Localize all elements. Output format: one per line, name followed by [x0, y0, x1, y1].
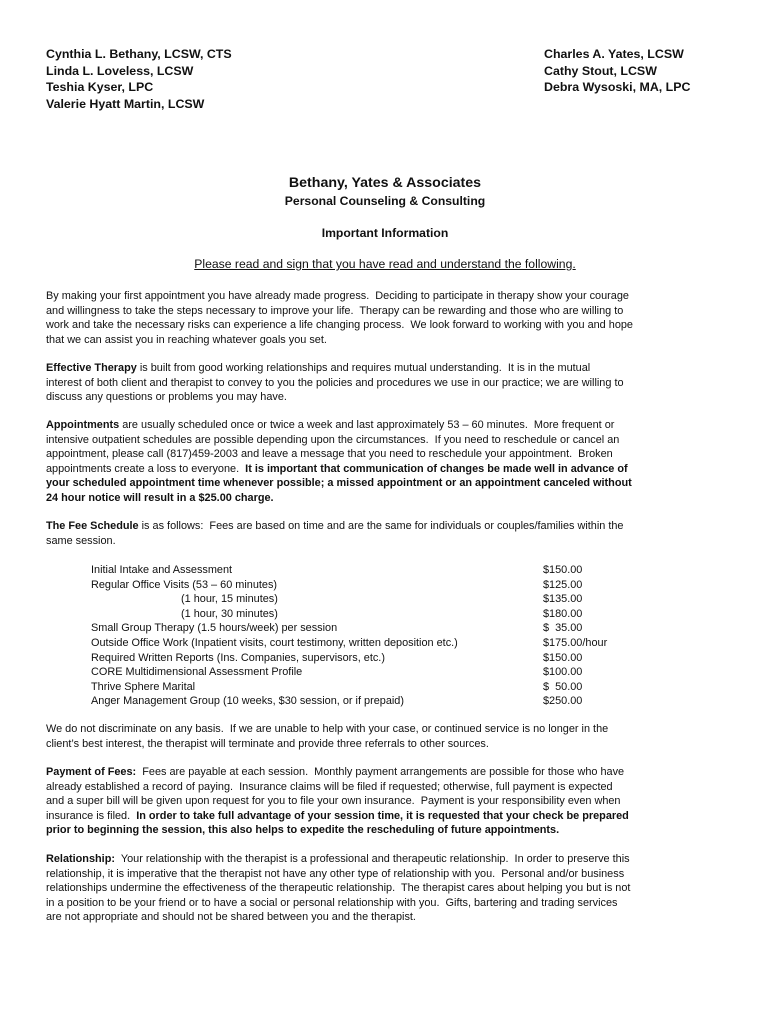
staff-list-right: [544, 46, 690, 96]
paragraph-line: [46, 519, 661, 534]
paragraph-line: By making your first appointment you have already made progress. Deciding to participate in therapy show your courage: [46, 290, 629, 302]
fee-service: Initial Intake and Assessment: [91, 564, 233, 576]
paragraph-line: and willingness to take the steps necessary to improve your life. Therapy can be rewarding and those who are willing to: [46, 304, 624, 317]
staff-name: Linda L. Loveless, LCSW: [46, 63, 194, 78]
paragraph-text: appointments create a loss to everyone.: [46, 462, 246, 475]
staff-name: Cynthia L. Bethany, LCSW, CTS: [46, 47, 232, 61]
firm-subtitle: Personal Counseling & Consulting: [284, 194, 486, 208]
fee-schedule-paragraph: [46, 519, 661, 548]
fee-service: (1 hour, 15 minutes): [181, 593, 278, 606]
staff-name: Cathy Stout, LCSW: [544, 63, 657, 78]
paragraph-line: interest of both client and therapist to convey to you the policies and procedures we use in our practice; we are willing to: [46, 376, 624, 389]
paragraph-line: relationship, it is imperative that the therapist not have any other type of relationship with you. Personal and/or business: [46, 867, 625, 880]
fee-service: (1 hour, 30 minutes): [181, 607, 278, 620]
fee-row: [91, 694, 651, 709]
paragraph-text: are usually scheduled once or twice a week and last approximately 53 – 60 minutes. More frequent or: [119, 419, 615, 431]
bold-notice: In order to take full advantage of your session time, it is requested that your check be prepared: [136, 809, 629, 822]
effective-therapy-paragraph: [46, 361, 661, 405]
paragraph-line: [46, 852, 661, 867]
appointments-paragraph: [46, 418, 661, 505]
paragraph-line: client’s best interest, the therapist will terminate and provide three referrals to other sources.: [46, 737, 489, 750]
staff-name: Debra Wysoski, MA, LPC: [544, 80, 691, 95]
fee-row: [91, 578, 651, 593]
section-heading: Effective Therapy: [46, 362, 137, 374]
paragraph-line: same session.: [46, 534, 116, 547]
relationship-paragraph: [46, 852, 661, 925]
fee-row: [91, 607, 651, 622]
paragraph-line: relationships undermine the effectiveness of the therapeutic relationship. The therapist cares about helping you but is not: [46, 882, 631, 894]
fee-price: $125.00: [543, 578, 583, 591]
fee-row: [91, 636, 651, 651]
paragraph-line: discuss any questions or problems you may have.: [46, 391, 287, 403]
paragraph-line: already established a record of paying. Insurance claims will be filed if requested; otherwise, full payment is expected: [46, 780, 613, 793]
section-heading: Payment of Fees:: [46, 766, 137, 778]
paragraph-line: intensive outpatient schedules are possible depending upon the circumstances. If you need to reschedule or cancel an: [46, 433, 620, 446]
paragraph-line: [46, 418, 661, 433]
fee-price: $ 50.00: [543, 680, 583, 693]
document-title: Important Information: [321, 226, 449, 240]
discrimination-paragraph: [46, 722, 661, 751]
staff-list-left: [46, 46, 232, 112]
fee-price: $175.00/hour: [543, 636, 608, 649]
paragraph-line: We do not discriminate on any basis. If we are unable to help with your case, or continued service is no longer in the: [46, 723, 609, 735]
fee-price: $135.00: [543, 593, 583, 606]
staff-name: Charles A. Yates, LCSW: [544, 47, 684, 61]
staff-name: Valerie Hyatt Martin, LCSW: [46, 96, 205, 111]
intro-paragraph: [46, 289, 661, 347]
paragraph-text: is as follows: Fees are based on time and are the same for individuals or couples/families within the: [138, 520, 624, 532]
fee-service: Anger Management Group (10 weeks, $30 session, or if prepaid): [91, 695, 404, 708]
paragraph-text: insurance is filed.: [46, 809, 137, 822]
paragraph-line: [46, 809, 661, 824]
fee-table: [91, 563, 651, 709]
fee-service: Required Written Reports (Ins. Companies, supervisors, etc.): [91, 651, 385, 664]
paragraph-line: are not appropriate and should not be shared between you and the therapist.: [46, 911, 416, 923]
bold-notice: It is important that communication of changes be made well in advance of: [245, 462, 628, 475]
paragraph-line: in a position to be your friend or to have a social or personal relationship with you. Gifts, bartering and trading services: [46, 896, 618, 909]
paragraph-line: [46, 462, 661, 477]
paragraph-line: [46, 765, 661, 780]
section-heading: The Fee Schedule: [46, 520, 139, 532]
paragraph-line: [46, 361, 661, 376]
fee-row: [91, 592, 651, 607]
fee-price: $180.00: [543, 607, 583, 620]
fee-service: Outside Office Work (Inpatient visits, court testimony, written deposition etc.): [91, 636, 458, 649]
fee-price: $ 35.00: [543, 622, 583, 635]
bold-notice: 24 hour notice will result in a $25.00 charge.: [46, 491, 274, 504]
paragraph-text: is built from good working relationships and requires mutual understanding. It is in the mutual: [136, 362, 591, 374]
paragraph-line: and a super bill will be given upon request for you to file your own insurance. Payment is your responsibility even when: [46, 795, 621, 807]
payment-paragraph: [46, 765, 661, 838]
paragraph-line: work and take the necessary risks can experience a life changing process. We look forward to working with you and hope: [46, 319, 633, 331]
paragraph-line: that we can assist you in reaching whatever goals you set.: [46, 333, 327, 346]
bold-notice: prior to beginning the session, this also helps to expedite the rescheduling of future appointments.: [46, 824, 560, 836]
fee-row: [91, 680, 651, 695]
fee-row: [91, 563, 651, 578]
fee-service: Regular Office Visits (53 – 60 minutes): [91, 578, 278, 591]
fee-price: $150.00: [543, 651, 583, 664]
instruction-line: Please read and sign that you have read and understand the following.: [194, 257, 576, 271]
fee-row: [91, 665, 651, 680]
fee-price: $250.00: [543, 695, 583, 708]
staff-name: Teshia Kyser, LPC: [46, 80, 154, 95]
firm-name: Bethany, Yates & Associates: [288, 175, 482, 191]
bold-notice: your scheduled appointment time whenever possible; a missed appointment or an appointment canceled without: [46, 477, 632, 489]
fee-price: $150.00: [543, 564, 583, 576]
paragraph-line: appointment, please call (817)459-2003 and leave a message that you need to reschedule your appointment. Broken: [46, 448, 613, 460]
section-heading: Relationship:: [46, 853, 115, 865]
fee-price: $100.00: [543, 666, 583, 679]
fee-service: Thrive Sphere Marital: [91, 680, 196, 693]
fee-row: [91, 621, 651, 636]
fee-service: CORE Multidimensional Assessment Profile: [91, 666, 303, 679]
paragraph-text: Fees are payable at each session. Monthly payment arrangements are possible for those who have: [136, 766, 625, 778]
fee-service: Small Group Therapy (1.5 hours/week) per session: [91, 622, 338, 635]
section-heading: Appointments: [46, 419, 120, 431]
fee-row: [91, 651, 651, 666]
paragraph-text: Your relationship with the therapist is a professional and therapeutic relationship. In order to preserve this: [114, 853, 630, 865]
